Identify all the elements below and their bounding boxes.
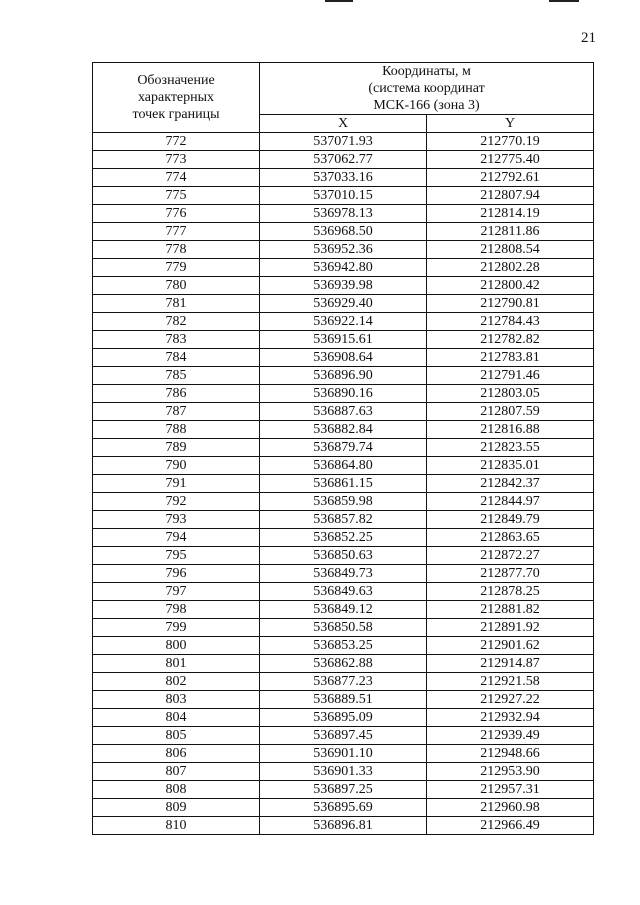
x-coordinate-cell: 536939.98 <box>260 277 427 295</box>
point-id-cell: 801 <box>93 655 260 673</box>
table-row <box>93 619 594 637</box>
table-row <box>93 133 594 151</box>
table-row <box>93 151 594 169</box>
y-coordinate-cell: 212877.70 <box>427 565 594 583</box>
x-coordinate-cell: 536859.98 <box>260 493 427 511</box>
x-coordinate-cell: 536857.82 <box>260 511 427 529</box>
point-id-cell: 800 <box>93 637 260 655</box>
table-row <box>93 529 594 547</box>
y-coordinate-cell: 212803.05 <box>427 385 594 403</box>
y-coordinate-cell: 212914.87 <box>427 655 594 673</box>
y-coordinate-cell: 212927.22 <box>427 691 594 709</box>
y-coordinate-cell: 212948.66 <box>427 745 594 763</box>
x-coordinate-cell: 536861.15 <box>260 475 427 493</box>
coordinates-table <box>92 62 594 835</box>
point-id-cell: 780 <box>93 277 260 295</box>
table-row <box>93 565 594 583</box>
point-id-cell: 782 <box>93 313 260 331</box>
x-coordinate-cell: 536895.69 <box>260 799 427 817</box>
y-coordinate-cell: 212770.19 <box>427 133 594 151</box>
point-id-cell: 797 <box>93 583 260 601</box>
point-id-cell: 805 <box>93 727 260 745</box>
point-id-cell: 787 <box>93 403 260 421</box>
y-coordinate-cell: 212775.40 <box>427 151 594 169</box>
point-header-line: точек границы <box>132 107 220 122</box>
point-id-cell: 779 <box>93 259 260 277</box>
x-coordinate-cell: 536850.58 <box>260 619 427 637</box>
point-id-cell: 775 <box>93 187 260 205</box>
point-header-line: Обозначение <box>137 73 215 88</box>
point-id-cell: 804 <box>93 709 260 727</box>
x-header: X <box>260 115 427 133</box>
point-header-line: характерных <box>137 90 215 105</box>
point-id-cell: 789 <box>93 439 260 457</box>
table-row <box>93 241 594 259</box>
table-row <box>93 673 594 691</box>
point-id-cell: 783 <box>93 331 260 349</box>
table-row <box>93 583 594 601</box>
y-coordinate-cell: 212800.42 <box>427 277 594 295</box>
y-coordinate-cell: 212863.65 <box>427 529 594 547</box>
table-row <box>93 763 594 781</box>
table-row <box>93 727 594 745</box>
table-row <box>93 349 594 367</box>
x-coordinate-cell: 536929.40 <box>260 295 427 313</box>
y-coordinate-cell: 212921.58 <box>427 673 594 691</box>
y-coordinate-cell: 212960.98 <box>427 799 594 817</box>
point-header <box>93 63 260 133</box>
x-coordinate-cell: 536853.25 <box>260 637 427 655</box>
table-row <box>93 655 594 673</box>
x-coordinate-cell: 537033.16 <box>260 169 427 187</box>
x-coordinate-cell: 536901.10 <box>260 745 427 763</box>
coords-header-line: (система координат <box>368 81 485 96</box>
y-coordinate-cell: 212835.01 <box>427 457 594 475</box>
x-coordinate-cell: 536887.63 <box>260 403 427 421</box>
point-id-cell: 793 <box>93 511 260 529</box>
y-coordinate-cell: 212807.94 <box>427 187 594 205</box>
x-coordinate-cell: 536978.13 <box>260 205 427 223</box>
x-coordinate-cell: 536942.80 <box>260 259 427 277</box>
table-row <box>93 187 594 205</box>
x-coordinate-cell: 536879.74 <box>260 439 427 457</box>
point-id-cell: 777 <box>93 223 260 241</box>
point-id-cell: 791 <box>93 475 260 493</box>
coords-header <box>260 63 594 115</box>
table-row <box>93 799 594 817</box>
x-coordinate-cell: 537010.15 <box>260 187 427 205</box>
x-coordinate-cell: 536897.45 <box>260 727 427 745</box>
x-coordinate-cell: 537071.93 <box>260 133 427 151</box>
page-number: 21 <box>581 30 596 46</box>
y-coordinate-cell: 212784.43 <box>427 313 594 331</box>
table-row <box>93 457 594 475</box>
point-id-cell: 781 <box>93 295 260 313</box>
y-coordinate-cell: 212891.92 <box>427 619 594 637</box>
table-row <box>93 691 594 709</box>
coords-header-line: Координаты, м <box>382 64 471 79</box>
y-coordinate-cell: 212816.88 <box>427 421 594 439</box>
table-row <box>93 745 594 763</box>
x-coordinate-cell: 537062.77 <box>260 151 427 169</box>
table-row <box>93 781 594 799</box>
point-id-cell: 795 <box>93 547 260 565</box>
point-id-cell: 772 <box>93 133 260 151</box>
y-coordinate-cell: 212811.86 <box>427 223 594 241</box>
x-coordinate-cell: 536849.73 <box>260 565 427 583</box>
x-coordinate-cell: 536849.12 <box>260 601 427 619</box>
point-id-cell: 773 <box>93 151 260 169</box>
y-coordinate-cell: 212844.97 <box>427 493 594 511</box>
table-row <box>93 601 594 619</box>
y-coordinate-cell: 212932.94 <box>427 709 594 727</box>
point-id-cell: 798 <box>93 601 260 619</box>
x-coordinate-cell: 536889.51 <box>260 691 427 709</box>
table-row <box>93 493 594 511</box>
table-row <box>93 709 594 727</box>
table-row <box>93 817 594 835</box>
y-coordinate-cell: 212808.54 <box>427 241 594 259</box>
x-coordinate-cell: 536952.36 <box>260 241 427 259</box>
point-id-cell: 778 <box>93 241 260 259</box>
point-id-cell: 807 <box>93 763 260 781</box>
x-coordinate-cell: 536852.25 <box>260 529 427 547</box>
y-coordinate-cell: 212878.25 <box>427 583 594 601</box>
y-coordinate-cell: 212901.62 <box>427 637 594 655</box>
point-id-cell: 794 <box>93 529 260 547</box>
point-id-cell: 810 <box>93 817 260 835</box>
x-coordinate-cell: 536895.09 <box>260 709 427 727</box>
y-coordinate-cell: 212792.61 <box>427 169 594 187</box>
table-row <box>93 403 594 421</box>
point-id-cell: 784 <box>93 349 260 367</box>
x-coordinate-cell: 536849.63 <box>260 583 427 601</box>
x-coordinate-cell: 536968.50 <box>260 223 427 241</box>
point-id-cell: 809 <box>93 799 260 817</box>
table-row <box>93 331 594 349</box>
table-header-row <box>93 63 594 115</box>
point-id-cell: 796 <box>93 565 260 583</box>
y-coordinate-cell: 212802.28 <box>427 259 594 277</box>
y-header: Y <box>427 115 594 133</box>
x-coordinate-cell: 536862.88 <box>260 655 427 673</box>
point-id-cell: 785 <box>93 367 260 385</box>
point-id-cell: 802 <box>93 673 260 691</box>
y-coordinate-cell: 212790.81 <box>427 295 594 313</box>
y-coordinate-cell: 212939.49 <box>427 727 594 745</box>
x-coordinate-cell: 536850.63 <box>260 547 427 565</box>
x-coordinate-cell: 536864.80 <box>260 457 427 475</box>
scan-artifact-line <box>549 0 579 2</box>
table-row <box>93 511 594 529</box>
point-id-cell: 803 <box>93 691 260 709</box>
y-coordinate-cell: 212814.19 <box>427 205 594 223</box>
table-row <box>93 295 594 313</box>
x-coordinate-cell: 536901.33 <box>260 763 427 781</box>
table-row <box>93 475 594 493</box>
table-row <box>93 313 594 331</box>
point-id-cell: 806 <box>93 745 260 763</box>
point-id-cell: 776 <box>93 205 260 223</box>
y-coordinate-cell: 212783.81 <box>427 349 594 367</box>
table-row <box>93 223 594 241</box>
y-coordinate-cell: 212966.49 <box>427 817 594 835</box>
table-row <box>93 277 594 295</box>
x-coordinate-cell: 536922.14 <box>260 313 427 331</box>
scan-artifact-line <box>325 0 353 2</box>
point-id-cell: 790 <box>93 457 260 475</box>
point-id-cell: 786 <box>93 385 260 403</box>
x-coordinate-cell: 536908.64 <box>260 349 427 367</box>
y-coordinate-cell: 212957.31 <box>427 781 594 799</box>
y-coordinate-cell: 212791.46 <box>427 367 594 385</box>
x-coordinate-cell: 536897.25 <box>260 781 427 799</box>
table-row <box>93 421 594 439</box>
x-coordinate-cell: 536915.61 <box>260 331 427 349</box>
x-coordinate-cell: 536877.23 <box>260 673 427 691</box>
y-coordinate-cell: 212782.82 <box>427 331 594 349</box>
table-row <box>93 547 594 565</box>
y-coordinate-cell: 212823.55 <box>427 439 594 457</box>
y-coordinate-cell: 212807.59 <box>427 403 594 421</box>
y-coordinate-cell: 212881.82 <box>427 601 594 619</box>
x-coordinate-cell: 536890.16 <box>260 385 427 403</box>
y-coordinate-cell: 212872.27 <box>427 547 594 565</box>
table-row <box>93 439 594 457</box>
point-id-cell: 792 <box>93 493 260 511</box>
point-id-cell: 799 <box>93 619 260 637</box>
point-id-cell: 808 <box>93 781 260 799</box>
x-coordinate-cell: 536896.81 <box>260 817 427 835</box>
table-row <box>93 169 594 187</box>
y-coordinate-cell: 212842.37 <box>427 475 594 493</box>
y-coordinate-cell: 212849.79 <box>427 511 594 529</box>
x-coordinate-cell: 536896.90 <box>260 367 427 385</box>
table-body <box>93 133 594 835</box>
table-row <box>93 259 594 277</box>
x-coordinate-cell: 536882.84 <box>260 421 427 439</box>
table-row <box>93 385 594 403</box>
point-id-cell: 774 <box>93 169 260 187</box>
coords-header-line: МСК-166 (зона 3) <box>373 98 480 113</box>
y-coordinate-cell: 212953.90 <box>427 763 594 781</box>
table-row <box>93 367 594 385</box>
table-row <box>93 637 594 655</box>
table-row <box>93 205 594 223</box>
point-id-cell: 788 <box>93 421 260 439</box>
